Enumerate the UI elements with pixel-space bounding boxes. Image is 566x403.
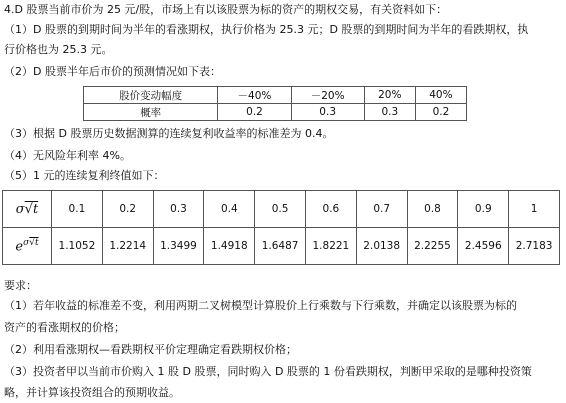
compound-table-cell: 0.5 <box>255 191 306 228</box>
compound-table-cell: 2.0138 <box>356 228 407 265</box>
condition-5: （5）1 元的连续复利终值如下： <box>4 169 165 182</box>
compound-table-cell: 1.1052 <box>52 228 103 265</box>
price-change-table <box>83 86 467 121</box>
requirement-1-line1: （1）若年收益的标准差不变，利用两期二叉树模型计算股价上行乘数与下行乘数，并确定以该股票为标的 <box>4 299 517 312</box>
price-table-cell: 0.2 <box>415 104 466 121</box>
problem-intro-line2: （1）D 股票的到期时间为半年的看涨期权，执行价格为 25.3 元；D 股票的到期时间为半年的看跌期权，执 <box>4 23 529 36</box>
problem-intro-line4: （2）D 股票半年后市价的预测情况如下表： <box>4 65 221 78</box>
compound-table-cell: 1.4918 <box>204 228 255 265</box>
price-table-cell: 20% <box>364 87 415 104</box>
compound-table-cell: 1.3499 <box>153 228 204 265</box>
compound-table-cell: 2.7183 <box>509 228 560 265</box>
compound-table-cell: 1 <box>509 191 560 228</box>
compound-table-cell: 1.2214 <box>102 228 153 265</box>
compound-table-cell: 0.1 <box>52 191 103 228</box>
price-table-cell: 0.2 <box>218 104 291 121</box>
problem-intro-line1: 4.D 股票当前市价为 25 元/股，市场上有以该股票为标的资产的期权交易，有关资料如下： <box>4 3 448 16</box>
compound-table-cell: 0.8 <box>407 191 458 228</box>
exp-sigma-sqrt-t-row <box>3 228 560 265</box>
requirement-1-line2: 资产的看涨期权的价格； <box>4 321 125 334</box>
price-table-cell: 概率 <box>84 104 218 121</box>
compound-table-cell: 0.6 <box>305 191 356 228</box>
price-table-cell: 股价变动幅度 <box>84 87 218 104</box>
compound-table-cell: 2.2255 <box>407 228 458 265</box>
compound-table-cell: 0.7 <box>356 191 407 228</box>
condition-3: （3）根据 D 股票历史数据测算的连续复利收益率的标准差为 0.4。 <box>4 127 334 140</box>
compound-value-table <box>2 190 560 265</box>
price-table-header-row <box>84 87 467 104</box>
requirement-3-line1: （3）投资者甲以当前市价购入 1 股 D 股票，同时购入 D 股票的 1 份看跌期权，判断甲采取的是哪种投资策 <box>4 365 532 378</box>
exp-sigma-sqrt-t-label: $e^{\sigma√t}$ <box>3 228 52 265</box>
condition-4: （4）无风险年利率 4%。 <box>4 149 131 162</box>
price-table-probability-row <box>84 104 467 121</box>
compound-table-cell: 0.3 <box>153 191 204 228</box>
price-table-cell: 0.3 <box>364 104 415 121</box>
problem-intro-line3: 行价格也为 25.3 元。 <box>4 43 113 56</box>
compound-table-cell: 1.8221 <box>305 228 356 265</box>
compound-table-cell: 0.2 <box>102 191 153 228</box>
requirements-title: 要求： <box>4 279 37 292</box>
requirement-2: （2）利用看涨期权—看跌期权平价定理确定看跌期权价格； <box>4 343 297 356</box>
sigma-sqrt-t-row <box>3 191 560 228</box>
price-table-cell: －20% <box>291 87 364 104</box>
price-table-cell: 40% <box>415 87 466 104</box>
requirement-3-line2: 略，并计算该投资组合的预期收益。 <box>4 386 180 399</box>
compound-table-cell: 0.9 <box>458 191 509 228</box>
compound-table-cell: 1.6487 <box>255 228 306 265</box>
price-table-cell: 0.3 <box>291 104 364 121</box>
compound-table-cell: 0.4 <box>204 191 255 228</box>
compound-table-cell: 2.4596 <box>458 228 509 265</box>
sigma-sqrt-t-label: σ√t <box>3 191 52 228</box>
price-table-cell: －40% <box>218 87 291 104</box>
